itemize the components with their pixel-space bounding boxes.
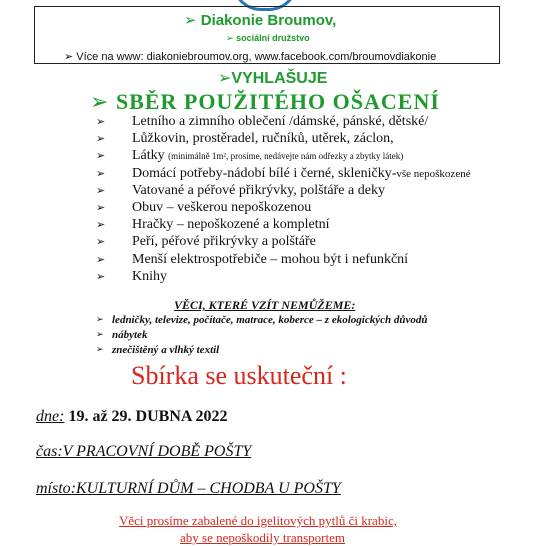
arrowhead-icon: ➢ bbox=[96, 183, 106, 197]
date-label: dne: bbox=[36, 408, 65, 425]
item-note: vše nepoškozené bbox=[396, 167, 471, 180]
place-line bbox=[36, 480, 341, 498]
arrowhead-icon: ➢ bbox=[90, 90, 110, 115]
place-value: KULTURNÍ DŮM – CHODBA U POŠTY bbox=[76, 480, 341, 497]
place-label: místo: bbox=[36, 480, 76, 497]
org-subtitle-text: sociální družstvo bbox=[236, 33, 310, 43]
org-name bbox=[184, 11, 336, 29]
time-value: V PRACOVNÍ DOBĚ POŠTY bbox=[62, 443, 252, 460]
org-subtitle bbox=[226, 33, 310, 44]
arrowhead-icon: ➢ bbox=[96, 235, 106, 249]
main-title-text: SBĚR POUŽITÉHO OŠACENÍ bbox=[115, 89, 440, 114]
more-info-text: Více na www: diakoniebroumov.org, www.facebook.com/broumovdiakonie bbox=[76, 51, 437, 63]
item-note: (minimálně 1m², prosíme, nedávejte nám odřezky a zbytky látek) bbox=[168, 151, 404, 162]
time-label: čas: bbox=[36, 443, 63, 460]
arrowhead-icon: ➢ bbox=[96, 269, 106, 283]
arrowhead-icon: ➢ bbox=[64, 50, 74, 63]
item-text: Domácí potřeby-nádobí bílé i černé, skleničky- bbox=[132, 165, 397, 181]
arrowhead-icon: ➢ bbox=[96, 132, 106, 146]
arrowhead-icon: ➢ bbox=[96, 149, 106, 163]
date-value: 19. až 29. DUBNA 2022 bbox=[68, 408, 228, 425]
collection-heading: Sbírka se uskuteční : bbox=[131, 361, 347, 390]
arrowhead-icon: ➢ bbox=[96, 166, 106, 180]
please-note-line1: Věci prosíme zabalené do igelitových pytlů či krabic, bbox=[119, 513, 397, 528]
announce-heading bbox=[218, 68, 327, 88]
arrowhead-icon: ➢ bbox=[218, 68, 232, 87]
arrowhead-icon: ➢ bbox=[96, 315, 104, 325]
date-line bbox=[36, 408, 228, 426]
arrowhead-icon: ➢ bbox=[96, 252, 106, 266]
item-text: Látky bbox=[132, 148, 165, 164]
arrowhead-icon: ➢ bbox=[96, 345, 104, 355]
not-accepted-title: VĚCI, KTERÉ VZÍT NEMŮŽEME: bbox=[174, 298, 356, 312]
announce-text: VYHLAŠUJE bbox=[231, 70, 328, 87]
arrowhead-icon: ➢ bbox=[184, 11, 197, 29]
main-title bbox=[90, 89, 440, 115]
arrowhead-icon: ➢ bbox=[96, 218, 106, 232]
time-line bbox=[36, 443, 251, 461]
arrowhead-icon: ➢ bbox=[226, 34, 234, 44]
arrowhead-icon: ➢ bbox=[96, 115, 106, 128]
arrowhead-icon: ➢ bbox=[96, 200, 106, 214]
org-name-text: Diakonie Broumov, bbox=[200, 12, 337, 29]
please-note-line2: aby se nepoškodily transportem bbox=[180, 530, 345, 545]
more-info bbox=[64, 50, 436, 63]
arrowhead-icon: ➢ bbox=[96, 330, 104, 340]
